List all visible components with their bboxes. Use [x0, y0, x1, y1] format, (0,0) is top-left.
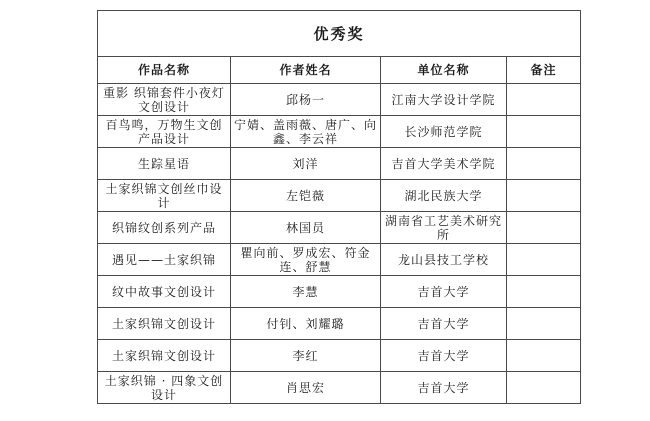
remarks-cell	[507, 372, 581, 404]
work-name-cell: 土家织锦 · 四象文创设计	[98, 372, 231, 404]
unit-cell: 湖南省工艺美术研究所	[381, 212, 507, 244]
title-row	[98, 11, 581, 57]
work-name-cell: 土家织锦文创丝巾设计	[98, 180, 231, 212]
table-row	[98, 116, 581, 148]
author-cell: 付钊、刘耀璐	[231, 308, 381, 340]
table-row	[98, 84, 581, 116]
author-cell: 邱杨一	[231, 84, 381, 116]
unit-cell: 吉首大学	[381, 308, 507, 340]
work-name-cell: 生踪星语	[98, 148, 231, 180]
author-cell: 左铠薇	[231, 180, 381, 212]
author-cell: 李红	[231, 340, 381, 372]
table-row	[98, 212, 581, 244]
unit-cell: 吉首大学	[381, 372, 507, 404]
header-author-name: 作者姓名	[231, 57, 381, 84]
remarks-cell	[507, 148, 581, 180]
table-row	[98, 148, 581, 180]
header-row	[98, 57, 581, 84]
header-work-name: 作品名称	[98, 57, 231, 84]
work-name-cell: 土家织锦文创设计	[98, 340, 231, 372]
unit-cell: 吉首大学	[381, 276, 507, 308]
remarks-cell	[507, 244, 581, 276]
table-row	[98, 372, 581, 404]
table-row	[98, 180, 581, 212]
remarks-cell	[507, 340, 581, 372]
work-name-cell: 土家织锦文创设计	[98, 308, 231, 340]
work-name-cell: 织锦纹创系列产品	[98, 212, 231, 244]
unit-cell: 吉首大学美术学院	[381, 148, 507, 180]
unit-cell: 龙山县技工学校	[381, 244, 507, 276]
author-cell: 林国员	[231, 212, 381, 244]
remarks-cell	[507, 180, 581, 212]
work-name-cell: 遇见——土家织锦	[98, 244, 231, 276]
table-row	[98, 308, 581, 340]
work-name-cell: 重影 织锦套件小夜灯文创设计	[98, 84, 231, 116]
author-cell: 宁婧、盖雨薇、唐广、向鑫、李云祥	[231, 116, 381, 148]
table-row	[98, 340, 581, 372]
work-name-cell: 百鸟鸣，万物生文创产品设计	[98, 116, 231, 148]
remarks-cell	[507, 276, 581, 308]
work-name-cell: 纹中故事文创设计	[98, 276, 231, 308]
header-unit-name: 单位名称	[381, 57, 507, 84]
author-cell: 刘洋	[231, 148, 381, 180]
unit-cell: 长沙师范学院	[381, 116, 507, 148]
unit-cell: 吉首大学	[381, 340, 507, 372]
author-cell: 李慧	[231, 276, 381, 308]
remarks-cell	[507, 212, 581, 244]
remarks-cell	[507, 116, 581, 148]
table-row	[98, 276, 581, 308]
remarks-cell	[507, 308, 581, 340]
unit-cell: 湖北民族大学	[381, 180, 507, 212]
award-table	[97, 10, 581, 404]
header-remarks: 备注	[507, 57, 581, 84]
author-cell: 肖思宏	[231, 372, 381, 404]
author-cell: 瞿向前、罗成宏、符金连、舒慧	[231, 244, 381, 276]
remarks-cell	[507, 84, 581, 116]
table-title: 优秀奖	[98, 11, 581, 57]
award-document	[97, 10, 580, 411]
table-row	[98, 244, 581, 276]
unit-cell: 江南大学设计学院	[381, 84, 507, 116]
